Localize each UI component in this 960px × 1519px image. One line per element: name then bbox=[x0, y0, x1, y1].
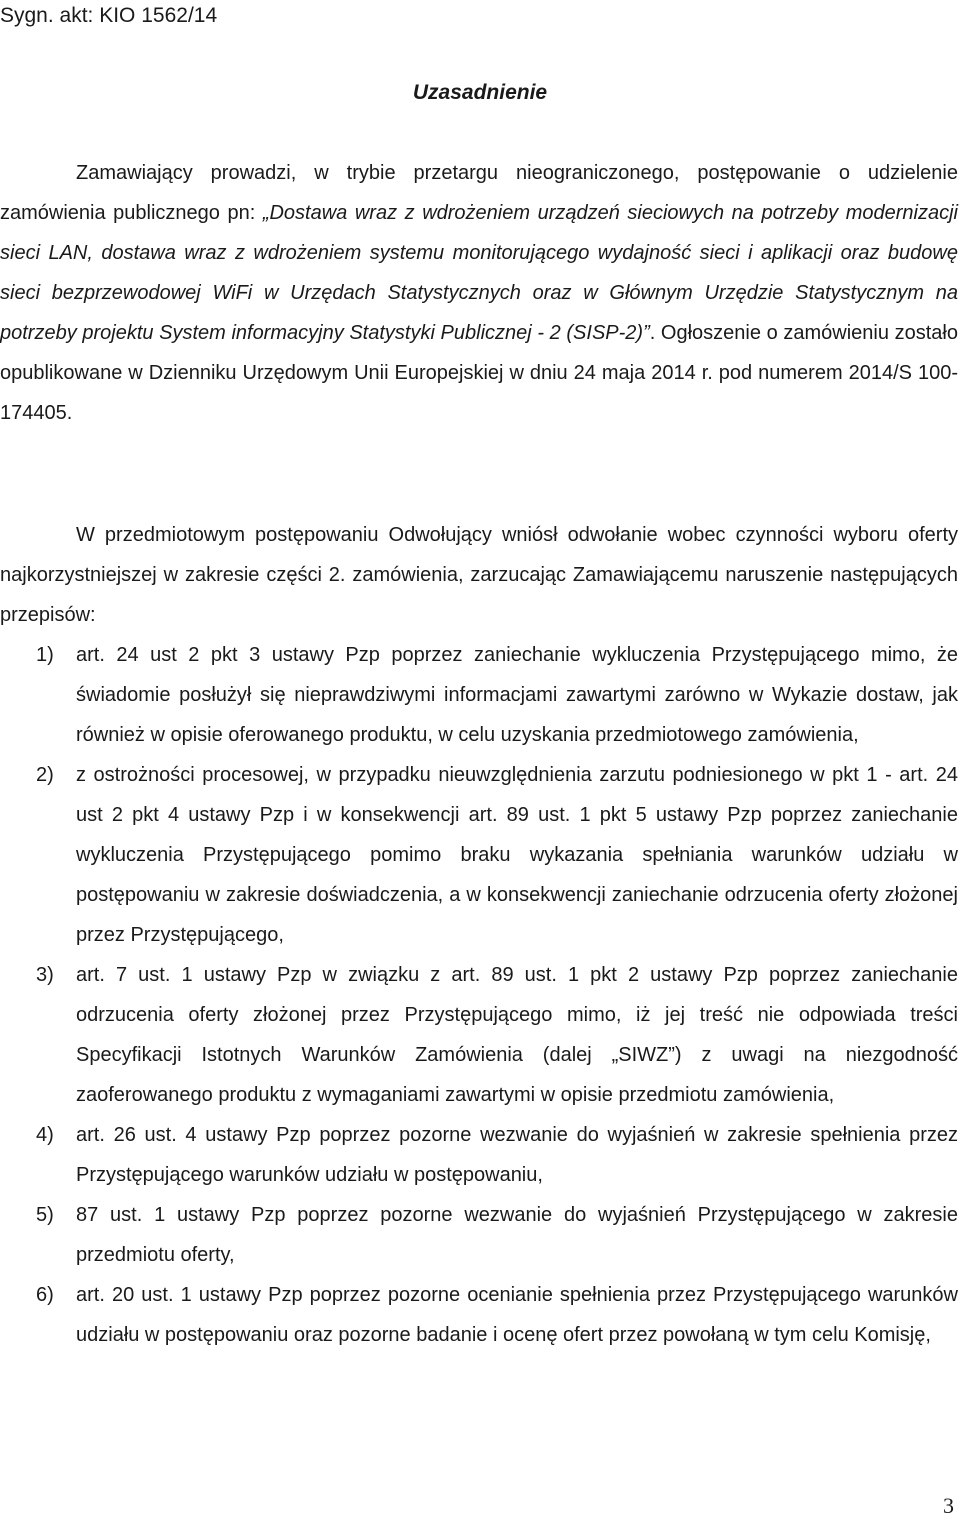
list-item-number: 2) bbox=[36, 764, 54, 786]
list-item-text: 87 ust. 1 ustawy Pzp poprzez pozorne wezwanie do wyjaśnień Przystępującego w zakresie przedmiotu oferty, bbox=[76, 1204, 958, 1266]
list-item-number: 1) bbox=[36, 644, 54, 666]
section-title: Uzasadnienie bbox=[412, 81, 548, 104]
intro-text: Zamawiający prowadzi, w trybie przetargu nieograniczonego, postępowanie o udzielenie zamówienia publicznego pn: bbox=[0, 162, 958, 224]
publication-text: . Ogłoszenie o zamówieniu zostało opublikowane w Dzienniku Urzędowym Unii Europejskiej w dniu 24 maja 2014 r. pod numerem 2014/S 100-174405. bbox=[0, 322, 958, 424]
list-item bbox=[0, 1195, 958, 1275]
list-item-text: art. 7 ust. 1 ustawy Pzp w związku z art. 89 ust. 1 pkt 2 ustawy Pzp poprzez zaniechanie odrzucenia oferty złożonej przez Przystępującego mimo, iż jej treść nie odpowiada treści Specyfikacji Istotnych Warunków Zamówienia (dalej „SIWZ”) z uwagi na niezgodność zaoferowanego produktu z wymaganiami zawartymi w opisie przedmiotu zamówienia, bbox=[76, 964, 958, 1106]
list-item-text: art. 26 ust. 4 ustawy Pzp poprzez pozorne wezwanie do wyjaśnień w zakresie spełnienia przez Przystępującego warunków udziału w postępowaniu, bbox=[76, 1124, 958, 1186]
list-item-text: z ostrożności procesowej, w przypadku nieuwzględnienia zarzutu podniesionego w pkt 1 - art. 24 ust 2 pkt 4 ustawy Pzp i w konsekwencji art. 89 ust. 1 pkt 5 ustawy Pzp poprzez zaniechanie wykluczenia Przystępującego pomimo braku wykazania spełniania warunków udziału w postępowaniu w zakresie doświadczenia, a w konsekwencji zaniechanie odrzucenia oferty złożonej przez Przystępującego, bbox=[76, 764, 958, 946]
list-item-text: art. 20 ust. 1 ustawy Pzp poprzez pozorne ocenianie spełnienia przez Przystępującego warunków udziału w postępowaniu oraz pozorne badanie i ocenę ofert przez powołaną w tym celu Komisję, bbox=[76, 1284, 958, 1346]
list-item-number: 5) bbox=[36, 1204, 54, 1226]
appeal-paragraph: W przedmiotowym postępowaniu Odwołujący wniósł odwołanie wobec czynności wyboru oferty najkorzystniejszej w zakresie części 2. zamówienia, zarzucając Zamawiającemu naruszenie następujących przepisów: bbox=[0, 524, 958, 626]
list-item-number: 3) bbox=[36, 964, 54, 986]
list-item bbox=[0, 955, 958, 1115]
list-item bbox=[0, 635, 958, 755]
allegations-list bbox=[0, 635, 958, 1355]
list-item-number: 6) bbox=[36, 1284, 54, 1306]
list-item-text: art. 24 ust 2 pkt 3 ustawy Pzp poprzez zaniechanie wykluczenia Przystępującego mimo, że świadomie posłużył się nieprawdziwymi informacjami zawartymi zarówno w Wykazie dostaw, jak również w opisie oferowanego produktu, w celu uzyskania przedmiotowego zamówienia, bbox=[76, 644, 958, 746]
page-number: 3 bbox=[943, 1493, 954, 1518]
case-reference: Sygn. akt: KIO 1562/14 bbox=[0, 4, 218, 27]
list-item bbox=[0, 755, 958, 955]
list-item-number: 4) bbox=[36, 1124, 54, 1146]
list-item bbox=[0, 1275, 958, 1355]
list-item bbox=[0, 1115, 958, 1195]
procurement-subject: „Dostawa wraz z wdrożeniem urządzeń sieciowych na potrzeby modernizacji sieci LAN, dostawa wraz z wdrożeniem systemu monitorującego wydajność sieci i aplikacji oraz budowę sieci bezprzewodowej WiFi w Urzędach Statystycznych oraz w Głównym Urzędzie Statystycznym na potrzeby projektu System informacyjny Statystyki Publicznej - 2 (SISP-2)” bbox=[0, 202, 958, 344]
intro-paragraph bbox=[0, 153, 958, 433]
